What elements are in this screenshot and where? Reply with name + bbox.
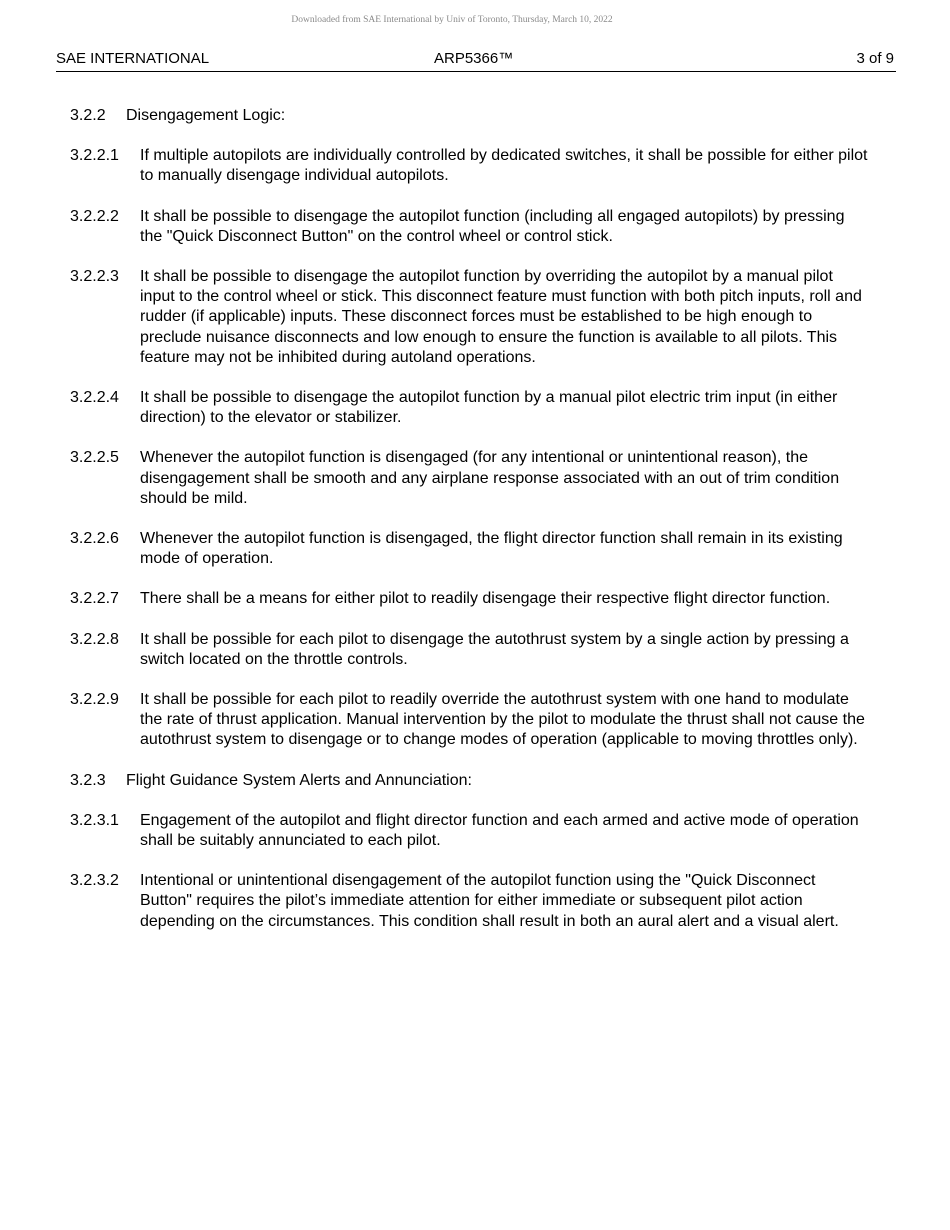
paragraph-text: It shall be possible to disengage the autopilot function (including all engaged autopilots) by pressing the "Quick Disconnect Button" on the control wheel or control stick.	[140, 207, 845, 245]
paragraph	[70, 207, 870, 247]
paragraph	[70, 589, 870, 609]
paragraph	[70, 146, 870, 186]
paragraph-text: It shall be possible to disengage the autopilot function by a manual pilot electric trim input (in either direction) to the elevator or stabilizer.	[140, 389, 838, 427]
paragraph-text: Whenever the autopilot function is disengaged (for any intentional or unintentional reason), the disengagement shall be smooth and any airplane response associated with an out of trim condition should be mild.	[140, 449, 840, 507]
section-heading	[70, 106, 870, 126]
paragraph-text: If multiple autopilots are individually controlled by dedicated switches, it shall be possible for either pilot to manually disengage individual autopilots.	[140, 147, 868, 185]
section-heading	[70, 771, 870, 791]
paragraph	[70, 630, 870, 670]
paragraph	[70, 388, 870, 428]
section-title: Disengagement Logic:	[126, 107, 286, 124]
header-organization: SAE INTERNATIONAL	[56, 50, 210, 67]
paragraph-text: It shall be possible for each pilot to readily override the autothrust system with one hand to modulate the rate of thrust application. Manual intervention by the pilot to modulate the thrust shall not cause the autothrust system to disengage or to change modes of operation (applicable to moving throttles only).	[140, 691, 865, 749]
paragraph	[70, 448, 870, 509]
paragraph-text: It shall be possible to disengage the autopilot function by overriding the autopilot by a manual pilot input to the control wheel or stick. This disconnect feature must function with both pitch inputs, roll and rudder (if applicable) inputs. These disconnect forces must be established to be high enough to preclude nuisance disconnects and low enough to ensure the function is available to all pilots. This feature may not be inhibited during autoland operations.	[140, 268, 862, 366]
paragraph-number: 3.2.2.2	[70, 207, 119, 225]
header-document-id: ARP5366™	[434, 50, 514, 67]
paragraph-text: Whenever the autopilot function is disengaged, the flight director function shall remain in its existing mode of operation.	[140, 530, 843, 568]
paragraph	[70, 267, 870, 368]
paragraph-number: 3.2.2.4	[70, 389, 119, 407]
paragraph	[70, 811, 870, 851]
document-body	[70, 106, 870, 952]
paragraph-number: 3.2.2.5	[70, 449, 119, 467]
paragraph-number: 3.2.2.8	[70, 630, 119, 648]
paragraph-text: Engagement of the autopilot and flight director function and each armed and active mode of operation shall be suitably annunciated to each pilot.	[140, 811, 859, 850]
paragraph	[70, 871, 870, 932]
paragraph-text: It shall be possible for each pilot to disengage the autothrust system by a single action by pressing a switch located on the throttle controls.	[140, 630, 849, 668]
paragraph	[70, 690, 870, 751]
header-page-number: 3 of 9	[856, 50, 894, 67]
section-number: 3.2.3	[70, 771, 106, 789]
section-number: 3.2.2	[70, 107, 106, 124]
page-header	[56, 49, 896, 72]
section-title: Flight Guidance System Alerts and Annunciation:	[126, 771, 472, 789]
paragraph-number: 3.2.3.1	[70, 811, 119, 829]
paragraph-text: There shall be a means for either pilot to readily disengage their respective flight director function.	[140, 590, 831, 608]
paragraph-number: 3.2.2.6	[70, 530, 119, 548]
paragraph-number: 3.2.2.3	[70, 268, 119, 286]
paragraph-number: 3.2.2.7	[70, 590, 119, 608]
paragraph-text: Intentional or unintentional disengagement of the autopilot function using the "Quick Disconnect Button" requires the pilot’s immediate attention for either immediate or subsequent pilot action depending on the circumstances. This condition shall result in both an aural alert and a visual alert.	[140, 872, 839, 930]
download-watermark: Downloaded from SAE International by Univ of Toronto, Thursday, March 10, 2022	[291, 15, 613, 25]
paragraph-number: 3.2.2.9	[70, 691, 119, 709]
paragraph	[70, 529, 870, 569]
paragraph-number: 3.2.3.2	[70, 872, 119, 890]
paragraph-number: 3.2.2.1	[70, 147, 119, 165]
